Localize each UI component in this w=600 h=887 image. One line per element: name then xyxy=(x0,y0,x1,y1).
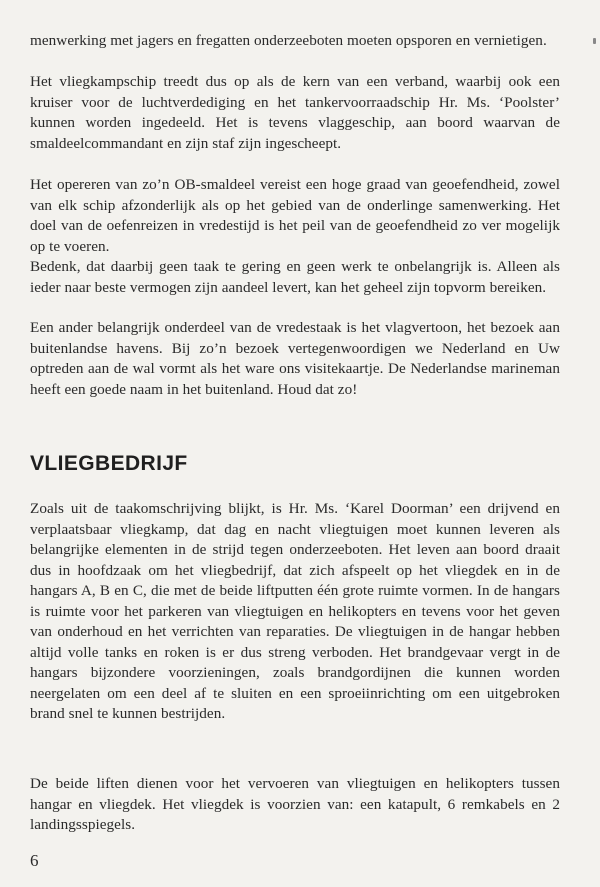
paragraph-carrier-role: Het vliegkampschip treedt dus op als de kern van een verband, waarbij ook een kruiser voor de luchtverdediging en het tankervoorraadschip Hr. Ms. ‘Poolster’ kunnen worden ingedeeld. Het is tevens vlaggeschip, aan boord waarvan de smaldeelcommandant en zijn staf zijn ingescheept. xyxy=(30,73,560,152)
page-number: 6 xyxy=(30,851,39,870)
paragraph-flag-showing: Een ander belangrijk onderdeel van de vredestaak is het vlagvertoon, het bezoek aan buitenlandse havens. Bij zo’n bezoek vertegenwoordigen we Nederland en Uw optreden aan de wal vormt als het ware ons visitekaartje. De Nederlandse marineman heeft een goede naam in het buitenland. Houd dat zo! xyxy=(30,319,560,398)
paragraph-contribution: Bedenk, dat daarbij geen taak te gering en geen werk te onbelangrijk is. Alleen als ieder naar beste vermogen zijn aandeel levert, kan het geheel zijn topvorm bereiken. xyxy=(30,258,560,296)
paragraph-ob-squadron: Het opereren van zo’n OB-smaldeel vereist een hoge graad van geoefendheid, zowel van elk schip afzonderlijk als op het gebied van de onderlinge samenwerking. Het doel van de oefenreizen in vredestijd is het peil van de geoefendheid zo ver mogelijk op te voeren. xyxy=(30,176,560,255)
paragraph-continuation: menwerking met jagers en fregatten onderzeeboten moeten opsporen en vernietigen. xyxy=(30,32,547,49)
paragraph-flight-operations: Zoals uit de taakomschrijving blijkt, is Hr. Ms. ‘Karel Doorman’ een drijvend en verplaatsbaar vliegkamp, dat dag en nacht vliegtuigen moet kunnen leveren als belangrijke elementen in de strijd tegen onderzeeboten. Het leven aan boord draait dus in hoofdzaak om het vliegbedrijf, dat zich afspeelt op het vliegdek en in de hangars A, B en C, die met de beide liftputten één grote ruimte vormen. In de hangars is ruimte voor het parkeren van vliegtuigen en helikopters en tevens voor het geven van onderhoud en het verrichten van reparaties. De vliegtuigen in de hangar hebben altijd volle tanks en roken is er dus streng verboden. Het brandgevaar vergt in de hangars bijzondere voorzieningen, zoals brandgordijnen die kunnen worden neergelaten om een deel af te sluiten en een sproeiinrichting om een uitgebroken brand snel te kunnen bestrijden. xyxy=(30,500,560,722)
section-heading: VLIEGBEDRIJF xyxy=(30,452,188,475)
scan-edge-mark xyxy=(593,38,596,44)
paragraph-lifts-and-deck: De beide liften dienen voor het vervoeren van vliegtuigen en helikopters tussen hangar en vliegdek. Het vliegdek is voorzien van: een katapult, 6 remkabels en 2 landingsspiegels. xyxy=(30,775,560,833)
